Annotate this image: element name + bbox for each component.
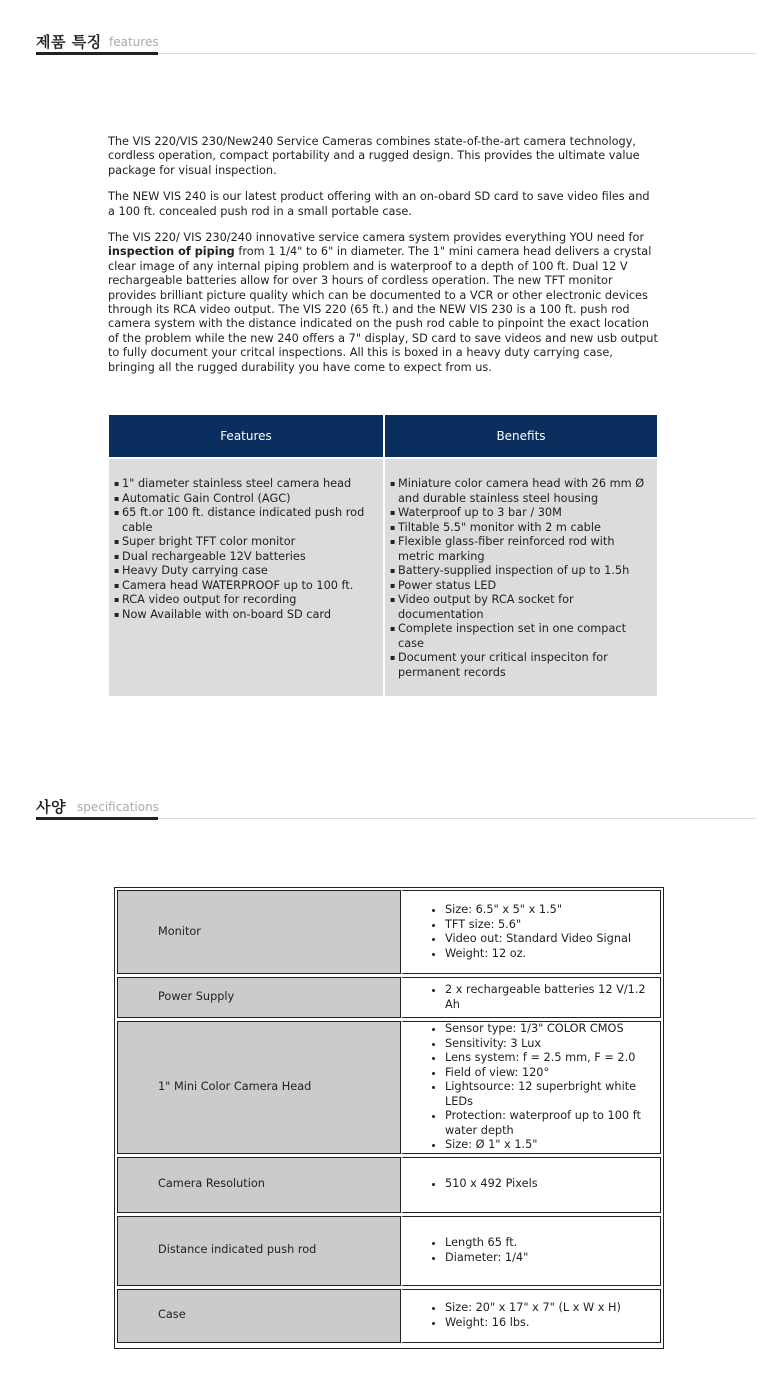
spec-value-item: • Sensor type: 1/3" COLOR CMOS <box>445 1022 660 1037</box>
spec-title-en: specifications <box>77 800 159 814</box>
spec-label: 1" Mini Color Camera Head <box>117 1021 401 1154</box>
spec-values <box>401 1216 661 1286</box>
spec-value-item: • Length 65 ft. <box>445 1236 660 1251</box>
spec-label: Case <box>117 1289 401 1343</box>
benefit-item: ▪ Miniature color camera head with 26 mm Ø and durable stainless steel housing <box>390 477 651 506</box>
spec-value-list <box>431 1022 660 1153</box>
spec-row <box>117 890 661 974</box>
features-benefits-table <box>109 415 657 696</box>
spec-value-list <box>431 1177 660 1192</box>
benefits-column-header: Benefits <box>384 415 657 458</box>
features-list <box>114 477 377 622</box>
benefits-list <box>390 477 651 680</box>
spec-value-item: • Size: 6.5" x 5" x 1.5" <box>445 903 660 918</box>
spec-table-frame <box>114 887 664 1349</box>
features-title-en: features <box>109 35 159 49</box>
spec-values <box>401 977 661 1018</box>
benefit-item: ▪ Complete inspection set in one compact case <box>390 622 651 651</box>
spec-value-item: • Video out: Standard Video Signal <box>445 932 660 947</box>
benefit-item: ▪ Flexible glass-fiber reinforced rod with metric marking <box>390 535 651 564</box>
intro-paragraph-1: The VIS 220/VIS 230/New240 Service Cameras combines state-of-the-art camera technology, cordless operation, compact portability and a rugged design. This provides the ultimate value package for visual inspection. <box>108 135 640 177</box>
spec-value-item: • Weight: 12 oz. <box>445 947 660 962</box>
features-title-ko: 제품 특징 <box>36 33 102 51</box>
intro-paragraph-3 <box>108 231 660 375</box>
intro-p3-start: The VIS 220/ VIS 230/240 innovative service camera system provides everything YOU need for <box>108 231 645 245</box>
spec-title-ko: 사양 <box>36 798 66 816</box>
feature-item: ▪ Now Available with on-board SD card <box>114 608 377 623</box>
spec-value-item: • Lens system: f = 2.5 mm, F = 2.0 <box>445 1051 660 1066</box>
spec-value-item: • Lightsource: 12 superbright white LEDs <box>445 1080 660 1109</box>
spec-value-list <box>431 903 660 961</box>
benefit-item: ▪ Power status LED <box>390 579 651 594</box>
intro-p3-bold: inspection of piping <box>108 245 235 259</box>
benefit-item: ▪ Document your critical inspeciton for permanent records <box>390 651 651 680</box>
features-section-header <box>36 31 756 54</box>
spec-value-item: • Sensitivity: 3 Lux <box>445 1037 660 1052</box>
spec-value-item: • Protection: waterproof up to 100 ft water depth <box>445 1109 660 1138</box>
spec-values <box>401 1021 661 1154</box>
benefits-cell <box>384 458 657 696</box>
benefit-item: ▪ Waterproof up to 3 bar / 30M <box>390 506 651 521</box>
spec-title-underline <box>36 817 158 820</box>
spec-label: Power Supply <box>117 977 401 1018</box>
spec-value-item: • 510 x 492 Pixels <box>445 1177 660 1192</box>
feature-item: ▪ Heavy Duty carrying case <box>114 564 377 579</box>
spec-section-header <box>36 796 756 819</box>
spec-value-item: • Weight: 16 lbs. <box>445 1316 660 1331</box>
benefit-item: ▪ Battery-supplied inspection of up to 1.5h <box>390 564 651 579</box>
spec-label: Camera Resolution <box>117 1157 401 1213</box>
spec-value-item: • Diameter: 1/4" <box>445 1251 660 1266</box>
features-cell <box>109 458 384 696</box>
spec-row <box>117 977 661 1018</box>
spec-row <box>117 1021 661 1154</box>
feature-item: ▪ Super bright TFT color monitor <box>114 535 377 550</box>
spec-value-item: • Field of view: 120° <box>445 1066 660 1081</box>
spec-value-item: • TFT size: 5.6" <box>445 918 660 933</box>
spec-row <box>117 1216 661 1286</box>
spec-label: Monitor <box>117 890 401 974</box>
spec-values <box>401 890 661 974</box>
spec-value-list <box>431 1236 660 1265</box>
feature-item: ▪ Camera head WATERPROOF up to 100 ft. <box>114 579 377 594</box>
spec-value-item: • 2 x rechargeable batteries 12 V/1.2 Ah <box>445 983 660 1012</box>
spec-value-item: • Size: Ø 1" x 1.5" <box>445 1138 660 1153</box>
spec-value-list <box>431 1301 660 1330</box>
spec-value-item: • Size: 20" x 17" x 7" (L x W x H) <box>445 1301 660 1316</box>
feature-item: ▪ RCA video output for recording <box>114 593 377 608</box>
feature-item: ▪ 65 ft.or 100 ft. distance indicated push rod cable <box>114 506 377 535</box>
feature-item: ▪ 1" diameter stainless steel camera head <box>114 477 377 492</box>
spec-values <box>401 1289 661 1343</box>
features-title-underline <box>36 52 158 55</box>
feature-item: ▪ Automatic Gain Control (AGC) <box>114 492 377 507</box>
spec-row <box>117 1157 661 1213</box>
intro-p3-end: from 1 1/4" to 6" in diameter. The 1" mini camera head delivers a crystal clear image of any internal piping problem and is waterproof to a depth of 100 ft. Dual 12 V rechargeable batteries allow for over 3 hours of cordless operation. The new TFT monitor provides brilliant picture quality which can be documented to a VCR or other electronic devices through its RCA video output. The VIS 220 (65 ft.) and the NEW VIS 230 is a 100 ft. push rod camera system with the distance indicated on the push rod cable to pinpoint the exact location of the problem while the new 240 offers a 7" display, SD card to save videos and new usb output to fully document your critcal inspections. All this is boxed in a heavy duty carrying case, bringing all the rugged durability you have come to expect from us. <box>108 245 658 374</box>
benefit-item: ▪ Tiltable 5.5" monitor with 2 m cable <box>390 521 651 536</box>
spec-table <box>117 887 661 1346</box>
benefit-item: ▪ Video output by RCA socket for documentation <box>390 593 651 622</box>
spec-row <box>117 1289 661 1343</box>
spec-values <box>401 1157 661 1213</box>
intro-text <box>108 135 660 387</box>
feature-item: ▪ Dual rechargeable 12V batteries <box>114 550 377 565</box>
spec-value-list <box>431 983 660 1012</box>
spec-label: Distance indicated push rod <box>117 1216 401 1286</box>
intro-paragraph-2: The NEW VIS 240 is our latest product offering with an on-obard SD card to save video files and a 100 ft. concealed push rod in a small portable case. <box>108 190 650 218</box>
features-column-header: Features <box>109 415 384 458</box>
